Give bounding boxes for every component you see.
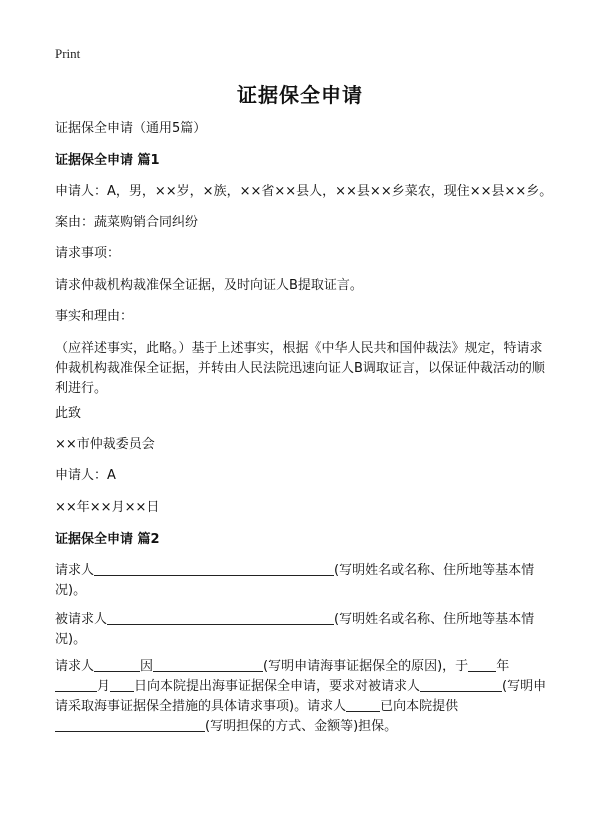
p3-year: 年 (496, 659, 510, 674)
p3-day-blank (110, 677, 134, 692)
print-link[interactable]: Print (55, 46, 81, 61)
applicant-info: 申请人：A，男，××岁，×族，××省××县人，××县××乡菜农，现住××县××乡。 (55, 184, 553, 199)
p3-guarantee-note: (写明担保的方式、金额等)担保。 (205, 719, 398, 734)
p3-year-blank (468, 657, 496, 672)
section1-heading: 证据保全申请 篇1 (55, 153, 160, 168)
recipient: ××市仲裁委员会 (55, 437, 155, 452)
p3-reason-note: (写明申请海事证据保全的原因)，于 (263, 659, 469, 674)
section2-heading: 证据保全申请 篇2 (55, 532, 160, 547)
p3-reason-blank (153, 657, 263, 672)
intro-line: 证据保全申请（通用5篇） (55, 121, 207, 136)
p3-respondent-blank (420, 677, 502, 692)
requester-paragraph (55, 561, 550, 601)
date-line: ××年××月××日 (55, 500, 160, 515)
salutation: 此致 (55, 406, 82, 421)
respondent-name-blank (107, 610, 334, 625)
p3-measures-note: (写明申请采取海事证据保全措施的具体请求事项)。请求人 (55, 679, 547, 714)
facts-label: 事实和理由： (55, 309, 134, 324)
request-label: 请求事项： (55, 246, 121, 261)
p3-month: 月 (97, 679, 111, 694)
application-paragraph (55, 657, 550, 737)
respondent-paragraph (55, 610, 550, 650)
requester-name-blank (94, 561, 334, 576)
signature: 申请人：A (55, 468, 116, 483)
request-text: 请求仲裁机构裁准保全证据，及时向证人B提取证言。 (55, 278, 363, 293)
p3-because: 因 (140, 659, 154, 674)
case-cause: 案由：蔬菜购销合同纠纷 (55, 215, 199, 230)
p3-day-text: 日向本院提出海事证据保全申请，要求对被请求人 (134, 679, 421, 694)
requester-note: (写明姓名或名称、住所地等基本情况)。 (55, 563, 535, 598)
requester-prefix: 请求人 (55, 563, 95, 578)
p3-provider-blank (346, 697, 380, 712)
p3-month-blank (55, 677, 97, 692)
p3-provided: 已向本院提供 (380, 699, 459, 714)
p3-requester: 请求人 (55, 659, 95, 674)
p3-guarantee-blank (55, 717, 205, 732)
document-title: 证据保全申请 (237, 83, 363, 107)
facts-text: （应祥述事实，此略。）基于上述事实，根据《中华人民共和国仲裁法》规定，特请求仲裁机构裁准保全证据，并转由人民法院迅速向证人B调取证言，以保证仲裁活动的顺利进行。 (55, 341, 545, 396)
respondent-note: (写明姓名或名称、住所地等基本情况)。 (55, 612, 535, 647)
respondent-prefix: 被请求人 (55, 612, 108, 627)
p3-requester-blank (94, 657, 140, 672)
